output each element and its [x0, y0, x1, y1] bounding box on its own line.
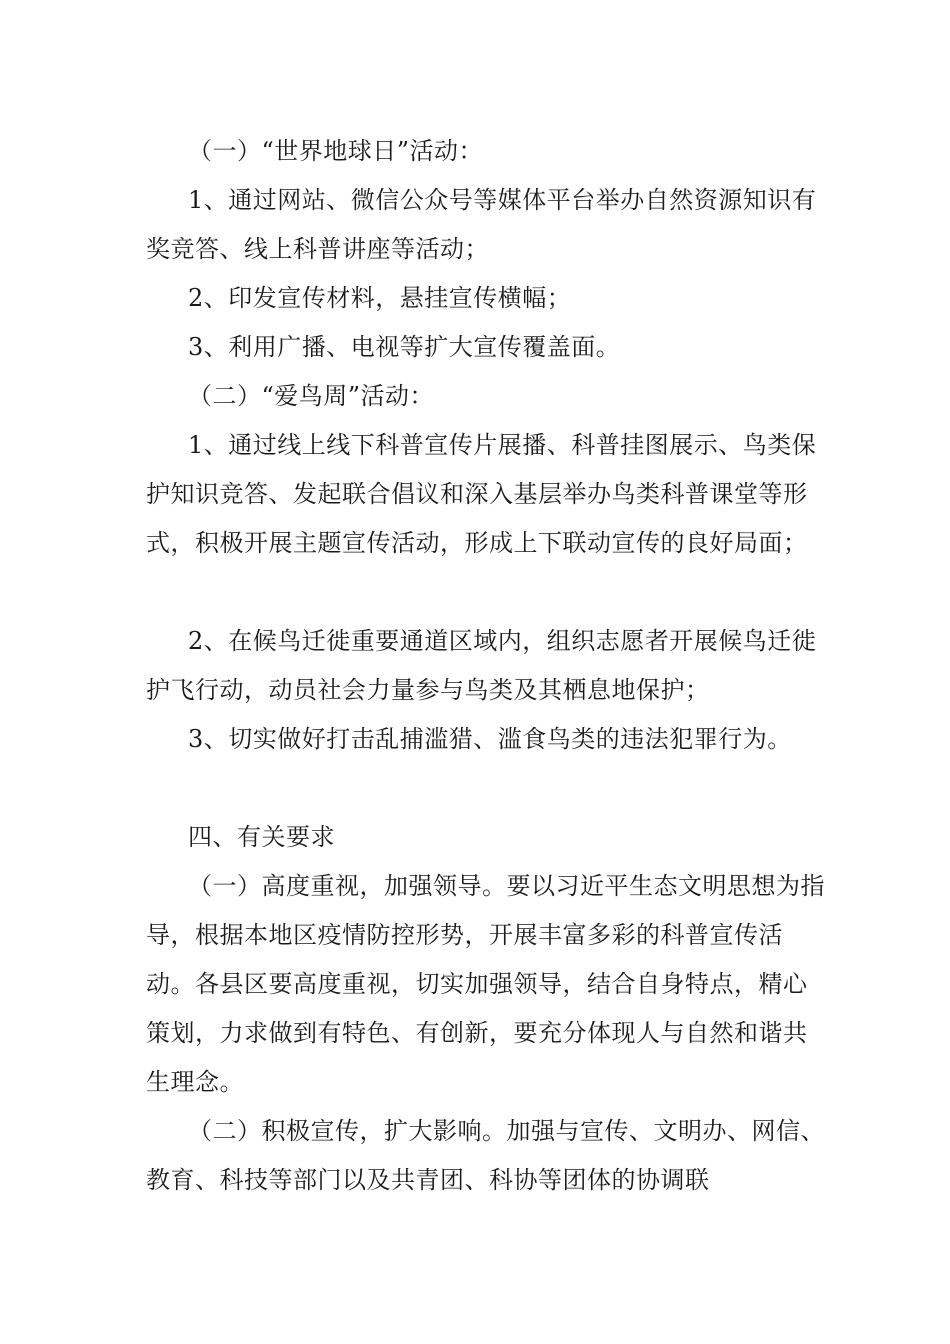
- paragraph-requirement-2: （二）积极宣传，扩大影响。加强与宣传、文明办、网信、教育、科技等部门以及共青团、科协等团体的协调联: [146, 1117, 825, 1194]
- paragraph-earth-day-item-3: 3、利用广播、电视等扩大宣传覆盖面。: [188, 333, 621, 361]
- paragraph-bird-week-item-2: 2、在候鸟迁徙重要通道区域内，组织志愿者开展候鸟迁徙护飞行动，动员社会力量参与鸟类及其栖息地保护；: [146, 627, 817, 704]
- paragraph-bird-week-heading: （二）“爱鸟周”活动：: [188, 382, 435, 410]
- section-heading-requirements: 四、有关要求: [188, 823, 335, 851]
- paragraph-earth-day-heading: （一）“世界地球日”活动：: [188, 137, 484, 165]
- paragraph-requirement-1: （一）高度重视，加强领导。要以习近平生态文明思想为指导，根据本地区疫情防控形势，开展丰富多彩的科普宣传活动。各县区要高度重视，切实加强领导，结合自身特点，精心策划，力求做到有特色、有创新，要充分体现人与自然和谐共生理念。: [146, 872, 825, 1096]
- paragraph-earth-day-item-2: 2、印发宣传材料，悬挂宣传横幅；: [188, 284, 572, 312]
- paragraph-bird-week-item-3: 3、切实做好打击乱捕滥猎、滥食鸟类的违法犯罪行为。: [188, 725, 792, 753]
- paragraph-bird-week-item-1: 1、通过线上线下科普宣传片展播、科普挂图展示、鸟类保护知识竞答、发起联合倡议和深入基层举办鸟类科普课堂等形式，积极开展主题宣传活动，形成上下联动宣传的良好局面；: [146, 431, 817, 557]
- paragraph-earth-day-item-1: 1、通过网站、微信公众号等媒体平台举办自然资源知识有奖竞答、线上科普讲座等活动；: [146, 186, 817, 263]
